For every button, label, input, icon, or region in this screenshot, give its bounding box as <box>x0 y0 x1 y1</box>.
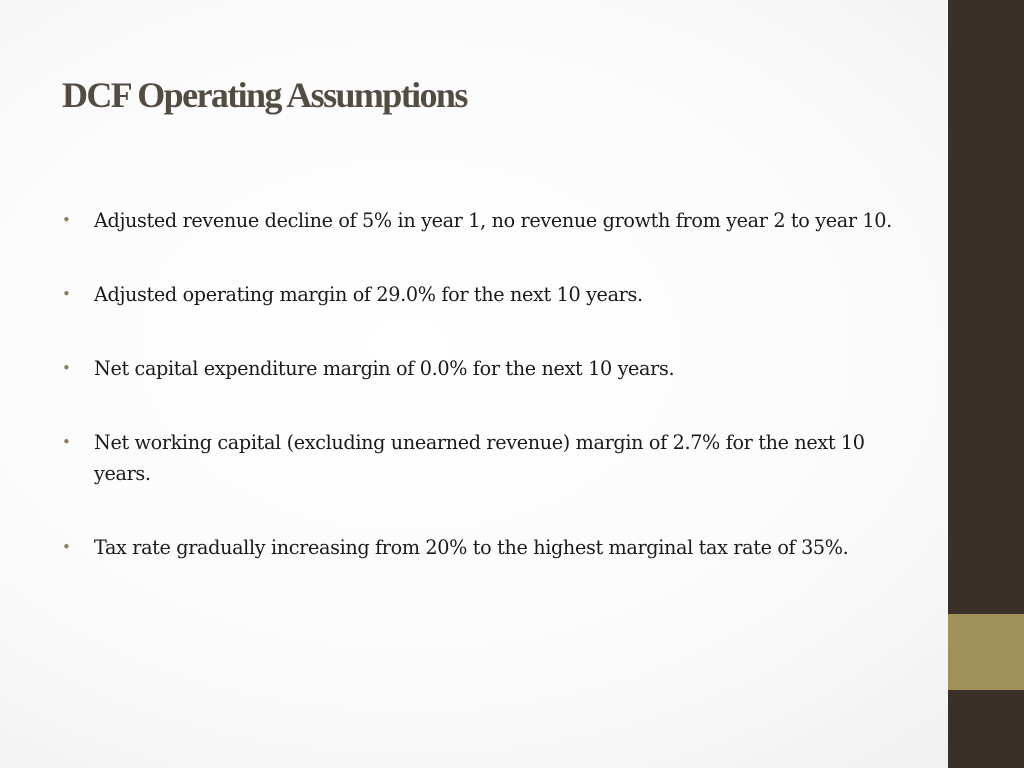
bullet-text: Adjusted operating margin of 29.0% for the next 10 years. <box>94 283 643 306</box>
bullet-item <box>62 427 907 489</box>
bullet-text: Net capital expenditure margin of 0.0% for the next 10 years. <box>94 357 675 380</box>
decorative-sidebar <box>948 0 1024 768</box>
bullet-marker: • <box>62 433 71 451</box>
bullet-item <box>62 279 907 310</box>
bullet-marker: • <box>62 285 71 303</box>
bullet-text: Net working capital (excluding unearned revenue) margin of 2.7% for the next 10 years. <box>94 431 865 485</box>
slide-title: DCF Operating Assumptions <box>62 75 467 115</box>
bullet-marker: • <box>62 538 71 556</box>
bullet-marker: • <box>62 211 71 229</box>
sidebar-accent-block <box>948 614 1024 690</box>
bullet-marker: • <box>62 359 71 377</box>
bullet-list <box>62 205 907 606</box>
bullet-item <box>62 205 907 236</box>
bullet-text: Adjusted revenue decline of 5% in year 1, no revenue growth from year 2 to year 10. <box>94 209 892 232</box>
bullet-item <box>62 532 907 563</box>
bullet-text: Tax rate gradually increasing from 20% to the highest marginal tax rate of 35%. <box>94 536 849 559</box>
bullet-item <box>62 353 907 384</box>
